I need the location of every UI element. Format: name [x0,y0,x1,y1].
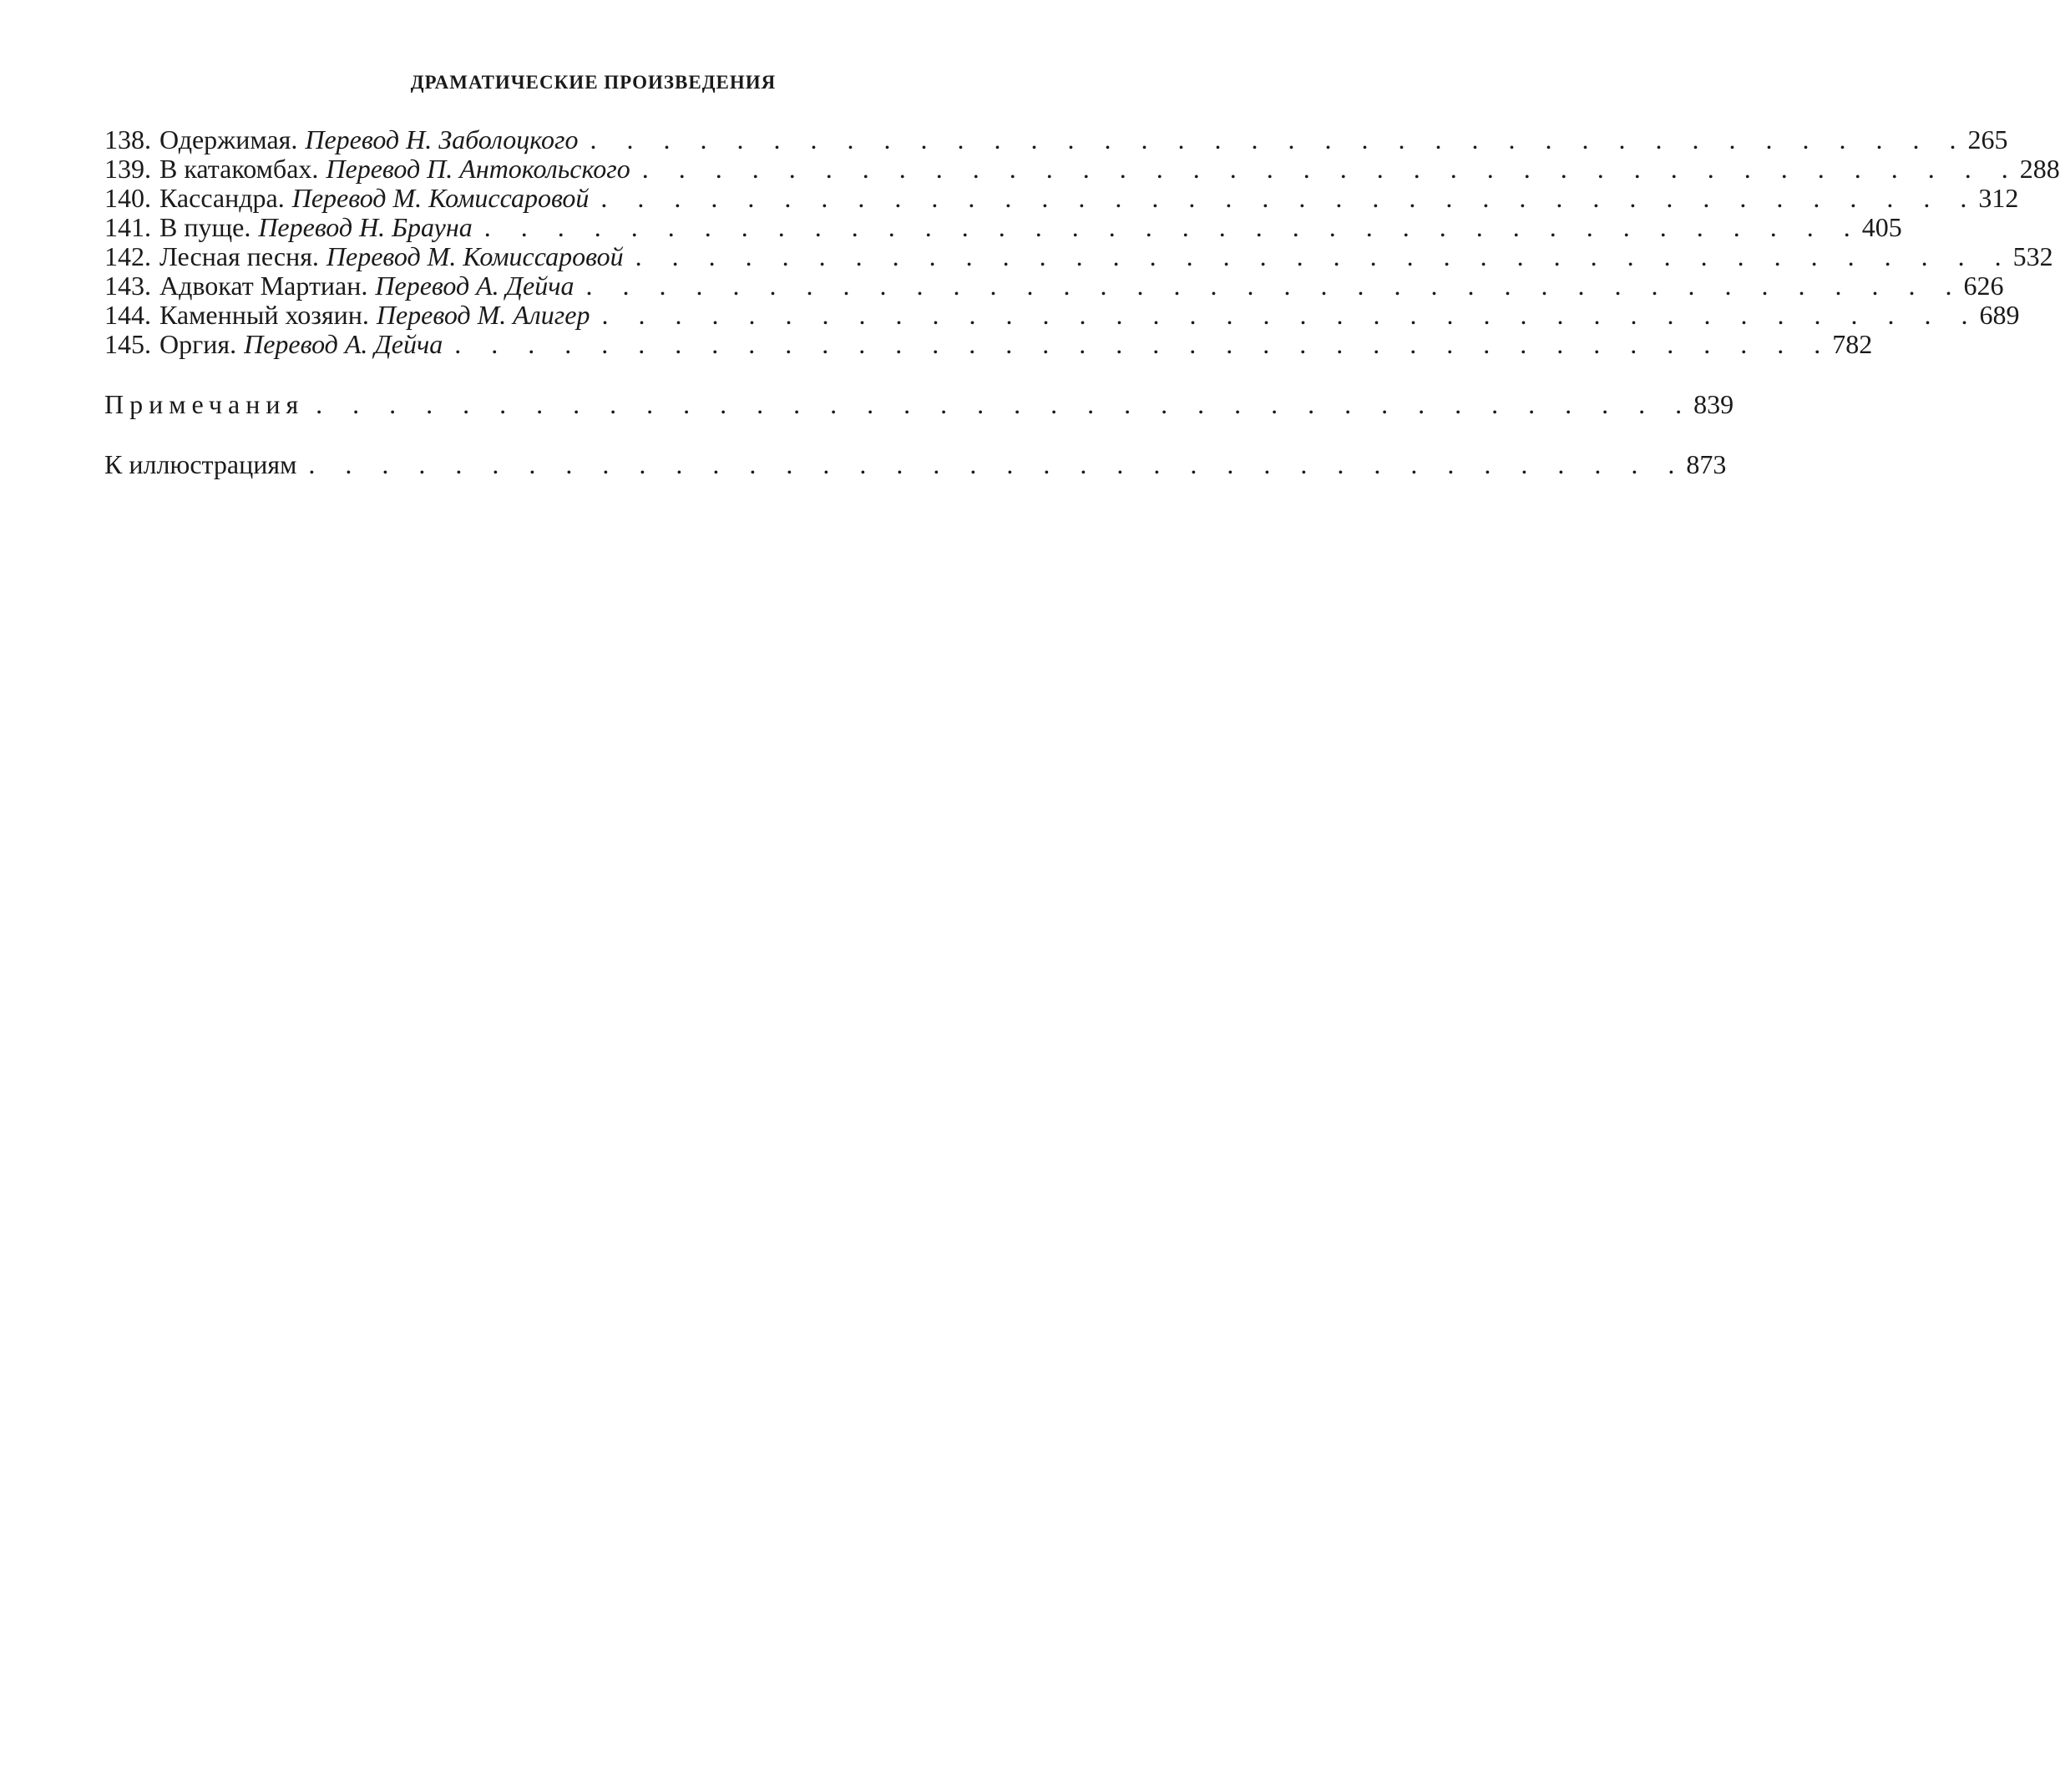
dot-leader: . . . . . . . . . . . . . . . . . . . . . . . . . . . . . . . . . . . . . . [316,389,1694,419]
entry-title: Лесная песня. [159,241,319,271]
dot-leader: . . . . . . . . . . . . . . . . . . . . . . . . . . . . . . . . . . . . . . [601,300,1980,330]
entry-title: Каменный хозяин. [159,300,369,330]
toc-entry[interactable] [104,212,1902,242]
entry-number: 144. [104,300,151,330]
entry-translator: Перевод А. Дейча [244,329,443,359]
entry-title: Одержимая. [159,124,298,154]
entry-number: 141. [104,212,151,242]
entry-translator: Перевод Н. Заболоцкого [305,124,579,154]
entry-title: В пуще. [159,212,251,242]
entry-title: Кассандра. [159,183,285,213]
section-title: ДРАМАТИЧЕСКИЕ ПРОИЗВЕДЕНИЯ [410,72,777,93]
notes-title: Примечания [104,389,305,419]
toc-entry[interactable] [104,124,2008,154]
dot-leader: . . . . . . . . . . . . . . . . . . . . . . . . . . . . . . . . . . . . . . [308,449,1687,479]
entry-title: В катакомбах. [159,154,319,184]
entry-title: Оргия. [159,329,237,359]
entry-translator: Перевод А. Дейча [375,271,574,301]
toc-list [104,124,2060,359]
entry-number: 143. [104,271,151,301]
entry-page-number: 782 [1832,329,1873,359]
notes-section [104,387,1734,421]
dot-leader: . . . . . . . . . . . . . . . . . . . . . . . . . . . . . . . . . . . . . . [590,124,1968,154]
entry-number: 138. [104,124,151,154]
entry-page-number: 532 [2012,241,2053,271]
toc-entry[interactable] [104,300,2020,330]
entry-translator: Перевод П. Антокольского [326,154,630,184]
dot-leader: . . . . . . . . . . . . . . . . . . . . . . . . . . . . . . . . . . . . . . [635,241,2013,271]
entry-number: 140. [104,183,151,213]
entry-page-number: 689 [1979,300,2020,330]
toc-entry-notes[interactable] [104,387,1734,421]
entry-translator: Перевод Н. Брауна [258,212,473,242]
entry-translator: Перевод М. Алигер [376,300,590,330]
notes-page-number: 839 [1693,389,1734,419]
entry-number: 142. [104,241,151,271]
toc-entry-illustrations[interactable] [104,448,1727,481]
entry-page-number: 288 [2019,154,2060,184]
entry-number: 139. [104,154,151,184]
dot-leader: . . . . . . . . . . . . . . . . . . . . . . . . . . . . . . . . . . . . . . [585,271,1964,301]
toc-entry[interactable] [104,329,1873,359]
entry-title: Адвокат Мартиан. [159,271,368,301]
dot-leader: . . . . . . . . . . . . . . . . . . . . . . . . . . . . . . . . . . . . . . [483,212,1862,242]
dot-leader: . . . . . . . . . . . . . . . . . . . . . . . . . . . . . . . . . . . . . . [600,183,1979,213]
entry-translator: Перевод М. Комиссаровой [326,241,624,271]
illustrations-page-number: 873 [1686,449,1727,479]
toc-entry[interactable] [104,183,2019,213]
dot-leader: . . . . . . . . . . . . . . . . . . . . . . . . . . . . . . . . . . . . . . [641,154,2020,184]
entry-number: 145. [104,329,151,359]
entry-page-number: 265 [1967,124,2008,154]
illustrations-section [104,448,1727,481]
toc-entry[interactable] [104,271,2004,301]
entry-translator: Перевод М. Комиссаровой [291,183,590,213]
entry-page-number: 405 [1861,212,1902,242]
illustrations-title: К иллюстрациям [104,449,297,479]
entry-page-number: 626 [1963,271,2004,301]
toc-entry[interactable] [104,241,2053,271]
toc-entry[interactable] [104,154,2060,184]
entry-page-number: 312 [1978,183,2019,213]
dot-leader: . . . . . . . . . . . . . . . . . . . . . . . . . . . . . . . . . . . . . . [454,329,1833,359]
